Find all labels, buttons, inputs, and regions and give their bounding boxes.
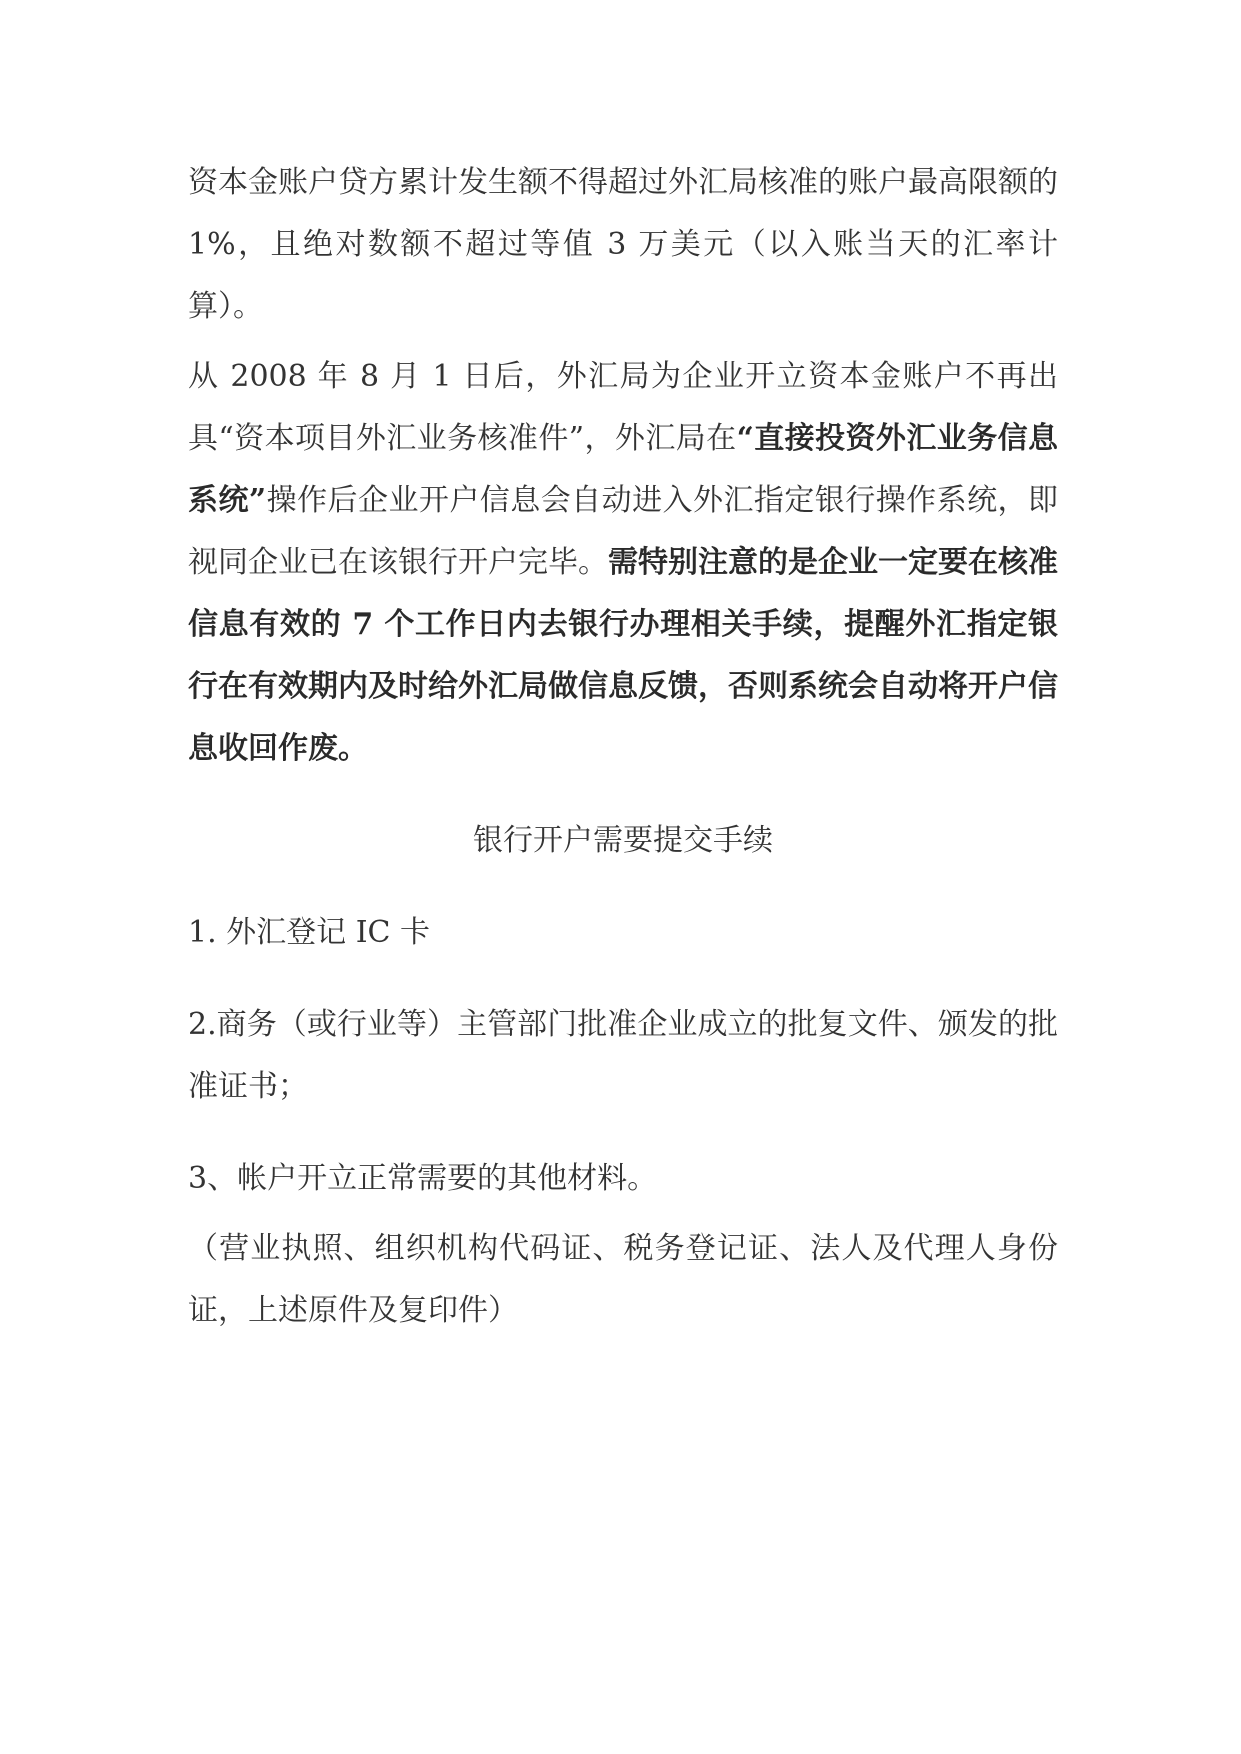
list-item-2: 2.商务（或行业等）主管部门批准企业成立的批复文件、颁发的批准证书； [188,1007,1058,1104]
list-item-1: 1. 外汇登记 IC 卡 [188,915,431,950]
list-item-3: 3、帐户开立正常需要的其他材料。 [188,1161,658,1196]
paragraph-text: 操作后企业开户信息会自动进入外汇指定银行操作系统，即视同企业已在该银行开户完毕。 [188,483,1058,580]
important-notice-bold: 需特别注意的是企业一定要在核准信息有效的 7 个工作日内去银行办理相关手续，提醒外汇指定银行在有效期内及时给外汇局做信息反馈，否则系统会自动将开户信息收回作废。 [188,545,1058,766]
list-item-note: （营业执照、组织机构代码证、税务登记证、法人及代理人身份证，上述原件及复印件） [188,1231,1058,1328]
paragraph-registration-info [188,346,1058,780]
paragraph-account-limit: 资本金账户贷方累计发生额不得超过外汇局核准的账户最高限额的 1%，且绝对数额不超过等值 3 万美元（以入账当天的汇率计算）。 [188,165,1058,324]
paragraph-text: 从 2008 年 8 月 1 日后，外汇局为企业开立资本金账户不再出具“资本项目外汇业务核准件”，外汇局在 [188,359,1058,456]
section-heading: 银行开户需要提交手续 [473,823,773,858]
system-name-bold: “直接投资外汇业务信息系统” [188,421,1058,518]
document-page [188,152,1058,1342]
